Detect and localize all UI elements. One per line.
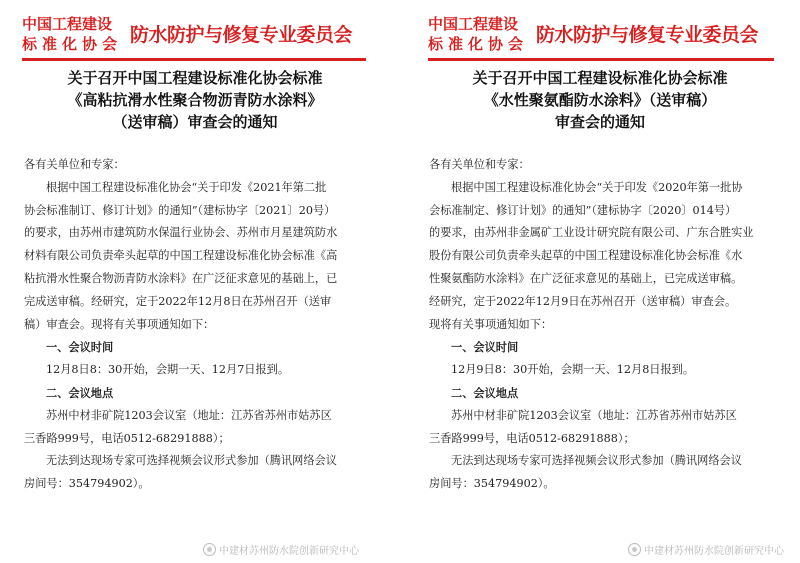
title-line: 关于召开中国工程建设标准化协会标准 (67, 69, 323, 87)
body-line: 苏州中材非矿院1203会议室（地址：江苏省苏州市姑苏区 (46, 408, 332, 422)
notice-body (429, 154, 773, 496)
section-heading: 二、会议地点 (46, 385, 114, 400)
title-line: 审查会的通知 (554, 113, 645, 131)
section-heading: 一、会议时间 (451, 340, 519, 355)
org-name (428, 14, 538, 54)
section-heading: 一、会议时间 (46, 340, 114, 355)
body-line: 性聚氨酯防水涂料》在广泛征求意见的基础上，已完成送审稿。 (429, 271, 743, 285)
body-line: 粘抗滑水性聚合物沥青防水涂料》在广泛征求意见的基础上，已 (24, 271, 338, 285)
org-line-1: 中国工程建设 (22, 15, 113, 33)
body-line: 股份有限公司负责牵头起草的中国工程建设标准化协会标准《水 (429, 249, 743, 263)
body-line: 12月8日8：30开始，会期一天、12月7日报到。 (46, 363, 290, 377)
salutation: 各有关单位和专家： (24, 158, 125, 171)
body-line: 房间号：354794902）。 (429, 477, 555, 491)
body-line: 三香路999号，电话0512-68291888）； (24, 431, 230, 445)
body-line: 根据中国工程建设标准化协会“关于印发《2020年第一批协 (451, 180, 743, 194)
org-line-2: 标准化协会 (428, 35, 529, 53)
wechat-icon (628, 543, 641, 556)
body-line: 现将有关事项通知如下： (429, 317, 553, 331)
body-line: 苏州中材非矿院1203会议室（地址：江苏省苏州市姑苏区 (451, 408, 737, 422)
salutation: 各有关单位和专家： (429, 158, 530, 171)
body-line: 稿）审查会。现将有关事项通知如下： (24, 317, 215, 331)
body-line: 会标准制定、修订计划》的通知”（建标协字〔2020〕014号） (429, 203, 737, 217)
body-line: 完成送审稿。经研究，定于2022年12月8日在苏州召开（送审 (24, 294, 332, 308)
watermark-text: 中建材苏州防水院创新研究中心 (219, 546, 359, 557)
body-line: 协会标准制订、修订计划》的通知”（建标协字〔2021〕20号） (24, 203, 336, 217)
body-line: 12月9日8：30开始，会期一天、12月8日报到。 (451, 363, 695, 377)
committee-name: 防水防护与修复专业委员会 (536, 24, 759, 46)
body-line: 三香路999号，电话0512-68291888）； (429, 431, 635, 445)
title-line: （送审稿）审查会的通知 (112, 113, 278, 131)
org-line-2: 标准化协会 (22, 35, 123, 53)
notice-title (425, 67, 775, 133)
body-line: 无法到达现场专家可选择视频会议形式参加（腾讯网络会议 (46, 454, 337, 468)
body-line: 根据中国工程建设标准化协会“关于印发《2021年第二批 (46, 180, 327, 194)
title-line: 《水性聚氨酯防水涂料》（送审稿） (483, 91, 717, 109)
body-line: 房间号：354794902）。 (24, 477, 150, 491)
watermark (628, 542, 784, 557)
body-line: 无法到达现场专家可选择视频会议形式参加（腾讯网络会议 (451, 454, 742, 468)
title-line: 关于召开中国工程建设标准化协会标准 (472, 69, 728, 87)
committee-name: 防水防护与修复专业委员会 (130, 24, 353, 46)
header-rule (428, 58, 774, 61)
body-line: 的要求，由苏州市建筑防水保温行业协会、苏州市月星建筑防水 (24, 226, 338, 240)
org-line-1: 中国工程建设 (428, 15, 519, 33)
watermark-text: 中建材苏州防水院创新研究中心 (644, 546, 784, 557)
title-line: 《高粘抗滑水性聚合物沥青防水涂料》 (67, 91, 323, 109)
body-line: 的要求，由苏州非金属矿工业设计研究院有限公司、广东合胜实业 (429, 226, 754, 240)
body-line: 经研究，定于2022年12月9日在苏州召开（送审稿）审查会。 (429, 294, 737, 308)
body-line: 材料有限公司负责牵头起草的中国工程建设标准化协会标准《高 (24, 249, 338, 263)
section-heading: 二、会议地点 (451, 385, 519, 400)
